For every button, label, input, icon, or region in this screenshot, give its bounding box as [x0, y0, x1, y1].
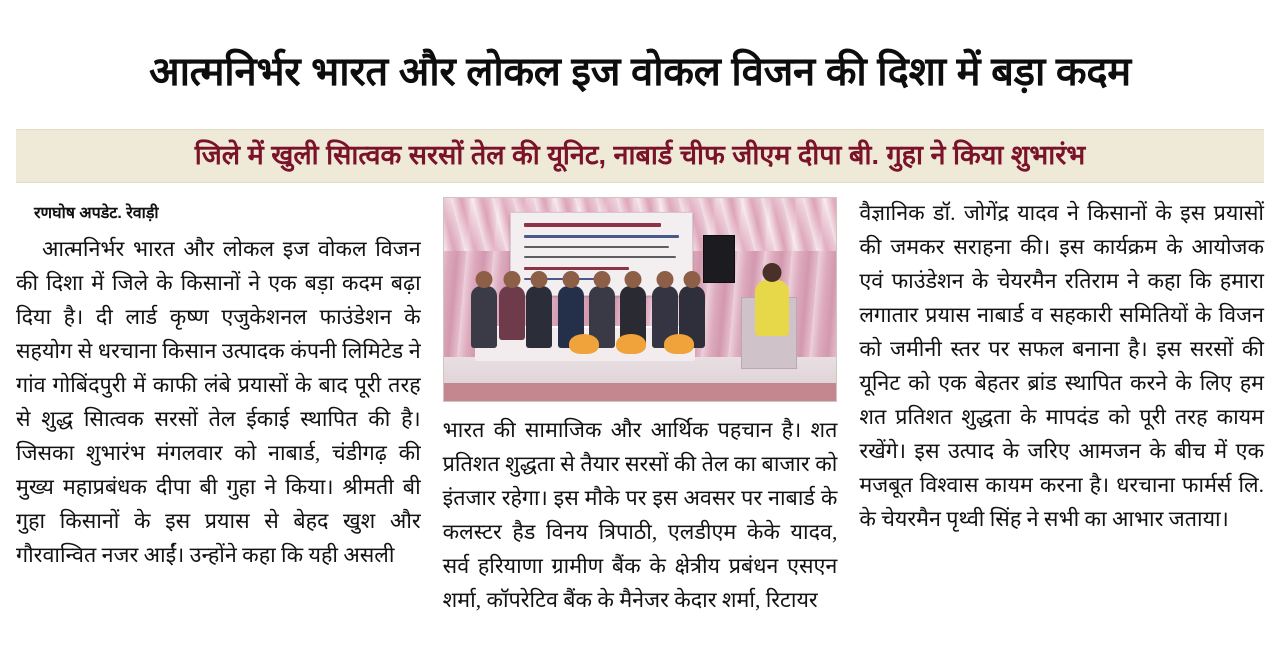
subheadline-band — [16, 129, 1264, 183]
photo-attendee — [526, 286, 552, 348]
byline: रणघोष अपडेट. रेवाड़ी — [34, 205, 159, 223]
photo-attendee — [471, 286, 497, 348]
page-title: आत्मनिर्भर भारत और लोकल इज वोकल विजन की दिशा में बड़ा कदम — [149, 49, 1131, 94]
column-middle — [443, 197, 838, 637]
photo-carpet — [444, 383, 837, 401]
event-photograph — [443, 197, 838, 402]
banner-text-line — [524, 223, 661, 227]
banner-text-line — [524, 235, 679, 238]
photo-flower-arrangement — [616, 334, 646, 354]
article-paragraph-right: वैज्ञानिक डॉ. जोगेंद्र यादव ने किसानों के इस प्रयासों की जमकर सराहना की। इस कार्यक्रम के आयोजक एवं फाउंडेशन के चेयरमैन रतिराम ने कहा कि हमारा लगातार प्रयास नाबार्ड व सहकारी समितियों के विजन को जमीनी स्तर पर सफल बनाना है। इस सरसों की यूनिट को एक बेहतर ब्रांड स्थापित करने के लिए हम शत प्रतिशत शुद्धता के मापदंड को पूरी तरह कायम रखेंगे। इस उत्पाद के जरिए आमजन के बीच में एक मजबूत विश्वास कायम करना है। धरचाना फार्मर्स लि. के चेयरमैन पृथ्वी सिंह ने सभी का आभार जताया। — [859, 201, 1264, 531]
newspaper-article-page — [0, 27, 1280, 656]
column-left — [16, 197, 421, 637]
article-paragraph-left: आत्मनिर्भर भारत और लोकल इज वोकल विजन की दिशा में जिले के किसानों ने एक बड़ा कदम बढ़ा दिया है। दी लार्ड कृष्ण एजुकेशनल फाउंडेशन के सहयोग से धरचाना किसान उत्पादक कंपनी लिमिटेड ने गांव गोबिंदपुरी में काफी लंबे प्रयासों के बाद पूरी तरह से शुद्ध साित्वक सरसों तेल ईकाई स्थापित की है। जिसका शुभारंभ मंगलवार को नाबार्ड, चंडीगढ़ की मुख्य महाप्रबंधक दीपा बी गुहा ने किया। श्रीमती बी गुहा किसानों के इस प्रयास से बेहद खुश और गौरवान्वित नजर आईं। उन्होंने कहा कि यही असली — [16, 237, 421, 567]
photo-attendee — [499, 286, 525, 340]
banner-text-line — [524, 256, 676, 258]
photo-chief-guest — [755, 280, 789, 336]
article-paragraph-middle: भारत की सामाजिक और आर्थिक पहचान है। शत प्रतिशत शुद्धता से तैयार सरसों की तेल का बाजार को इंतजार रहेगा। इस मौके पर इस अवसर पर नाबार्ड के कलस्टर हैड विनय त्रिपाठी, एलडीएम केके यादव, सर्व हरियाणा ग्रामीण बैंक के क्षेत्रीय प्रबंधन एसएन शर्मा, कॉपरेटिव बैंक के मैनेजर केदार शर्मा, रिटायर — [442, 418, 838, 613]
banner-text-line — [524, 246, 669, 248]
column-right — [859, 197, 1264, 637]
photo-flower-arrangement — [664, 334, 694, 354]
subheadline: जिले में खुली साित्वक सरसों तेल की यूनिट, नाबार्ड चीफ जीएम दीपा बी. गुहा ने किया शुभारंभ — [194, 139, 1086, 170]
article-body — [16, 197, 1264, 637]
photo-flower-arrangement — [569, 334, 599, 354]
banner-text-line — [524, 267, 629, 270]
photo-loudspeaker — [703, 235, 735, 283]
